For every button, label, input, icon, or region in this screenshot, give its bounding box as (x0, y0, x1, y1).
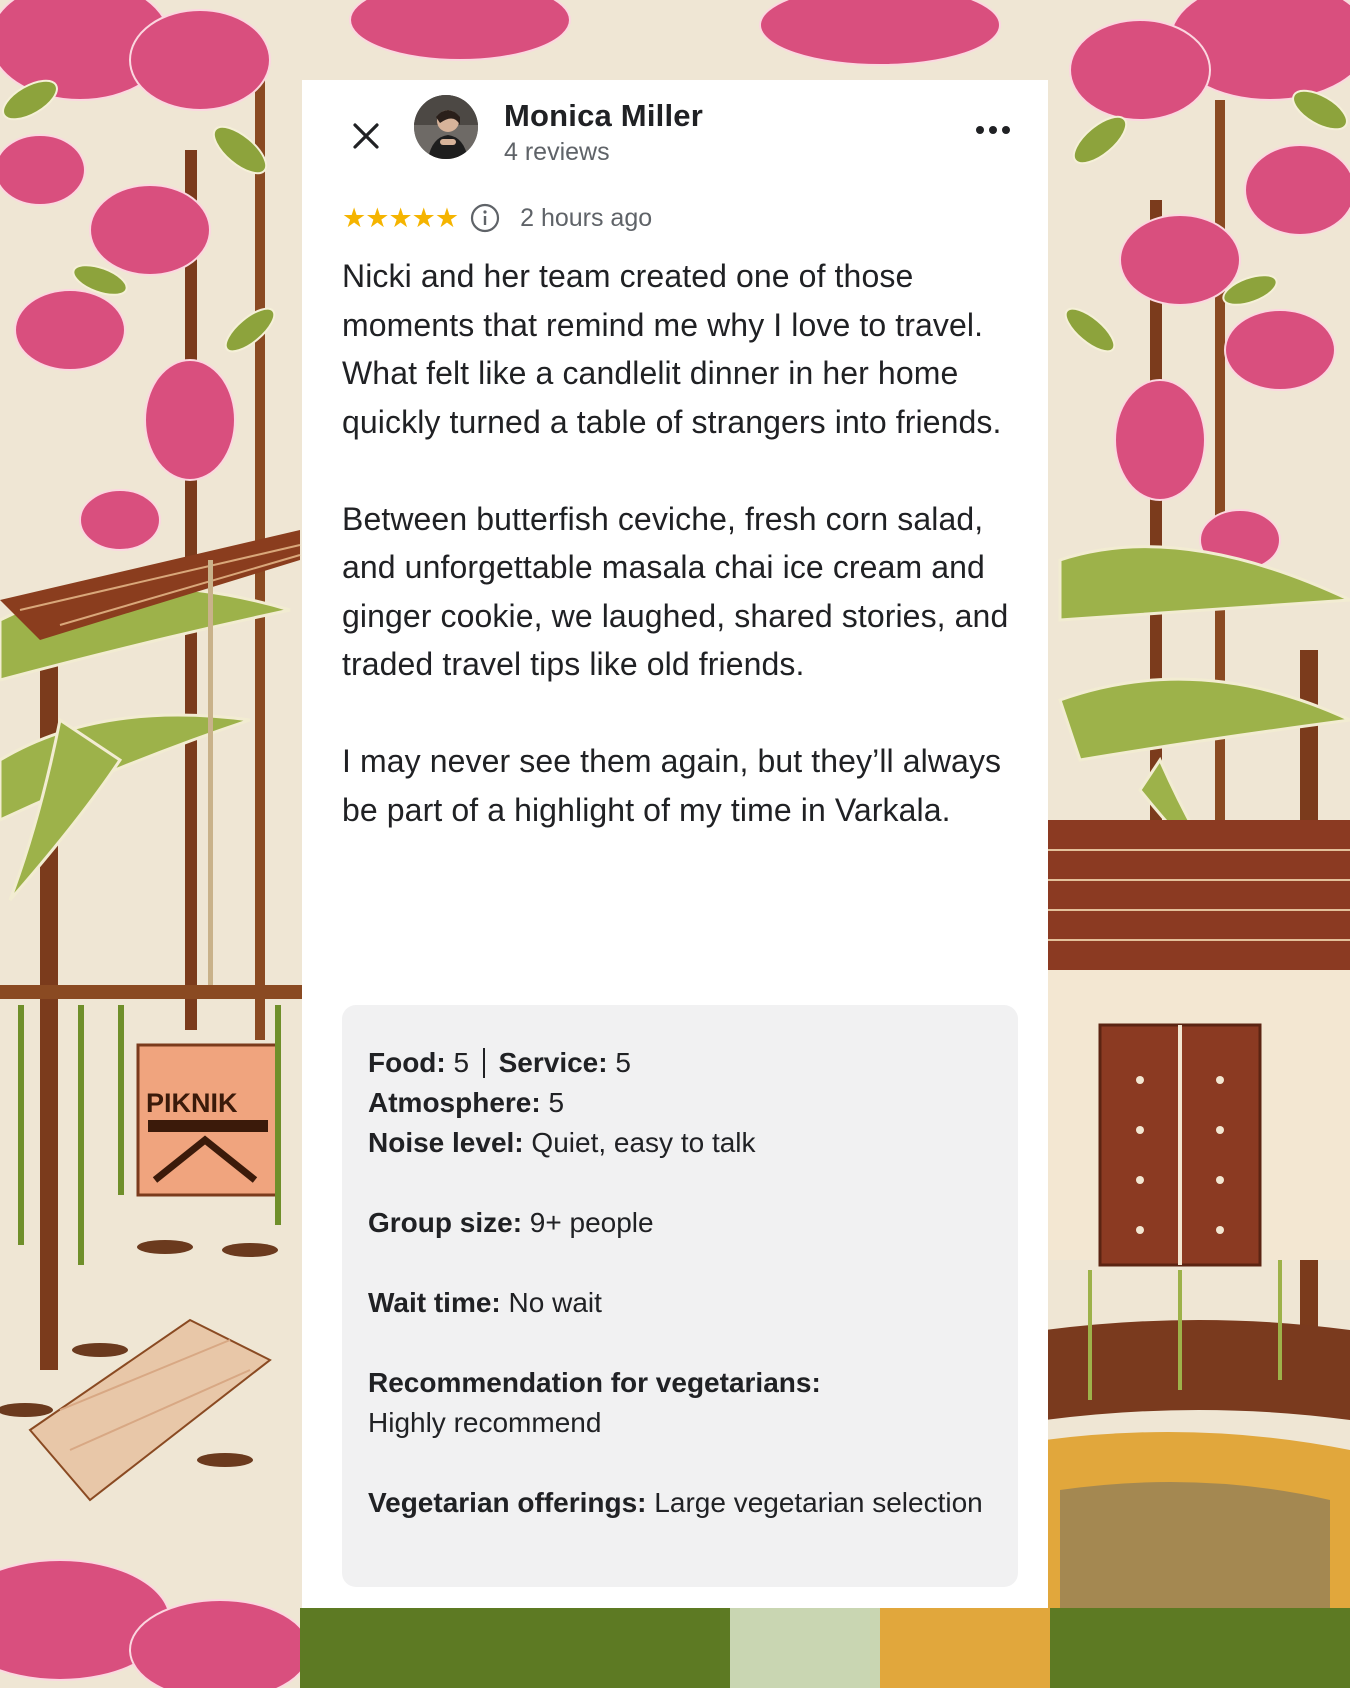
star-icon: ★ (434, 203, 460, 233)
review-text (342, 252, 1022, 834)
vegetarian-offerings-value: Large vegetarian selection (654, 1487, 983, 1518)
rating-row (342, 198, 652, 238)
noise-level-row (368, 1123, 998, 1163)
noise-level-value: Quiet, easy to talk (531, 1127, 756, 1158)
food-label: Food: (368, 1047, 446, 1078)
group-size-value: 9+ people (529, 1207, 654, 1238)
atmosphere-label: Atmosphere: (368, 1087, 541, 1118)
more-horizontal-icon (975, 125, 1011, 135)
atmosphere-row (368, 1083, 998, 1123)
service-label: Service: (498, 1047, 608, 1078)
service-value: 5 (615, 1047, 631, 1078)
review-paragraph: Nicki and her team created one of those moments that remind me why I love to travel. What felt like a candlelit dinner in her home quickly turned a table of strangers into friends. (342, 258, 1002, 440)
close-button[interactable] (346, 116, 386, 156)
vegetarian-offerings-label: Vegetarian offerings: (368, 1487, 647, 1518)
star-icon: ★ (342, 203, 367, 233)
close-icon (352, 122, 380, 150)
divider (483, 1048, 485, 1078)
wait-time-value: No wait (508, 1287, 602, 1318)
atmosphere-value: 5 (548, 1087, 565, 1118)
avatar[interactable] (414, 95, 478, 159)
group-size-label: Group size: (368, 1207, 523, 1238)
review-attributes-panel (342, 1005, 1018, 1587)
vegetarian-recommendation-label: Recommendation for vegetarians: (368, 1367, 821, 1398)
info-icon[interactable] (470, 203, 500, 233)
review-paragraph: Between butterfish ceviche, fresh corn salad, and unforgettable masala chai ice cream and ginger cookie, we laughed, shared stories, and traded travel tips like old friends. (342, 500, 1009, 682)
review-card (302, 80, 1048, 1608)
food-service-row (368, 1043, 998, 1083)
star-icon: ★ (388, 203, 413, 233)
piknik-sign-text: PIKNIK (146, 1088, 238, 1118)
review-paragraph: I may never see them again, but they’ll always be part of a highlight of my time in Varkala. (342, 743, 1002, 828)
review-count[interactable]: 4 reviews (504, 138, 610, 166)
wait-time-row (368, 1283, 998, 1323)
star-icon: ★ (411, 203, 436, 233)
food-value: 5 (453, 1047, 470, 1078)
review-time: 2 hours ago (520, 203, 653, 232)
avatar-image (414, 95, 478, 159)
vegetarian-recommendation-value: Highly recommend (368, 1407, 602, 1438)
reviewer-name[interactable]: Monica Miller (504, 98, 703, 133)
group-size-row (368, 1203, 998, 1243)
noise-level-label: Noise level: (368, 1127, 524, 1158)
more-options-button[interactable] (968, 110, 1018, 150)
star-rating (342, 203, 458, 233)
star-icon: ★ (365, 203, 390, 233)
vegetarian-offerings-row (368, 1483, 998, 1523)
wait-time-label: Wait time: (368, 1287, 501, 1318)
